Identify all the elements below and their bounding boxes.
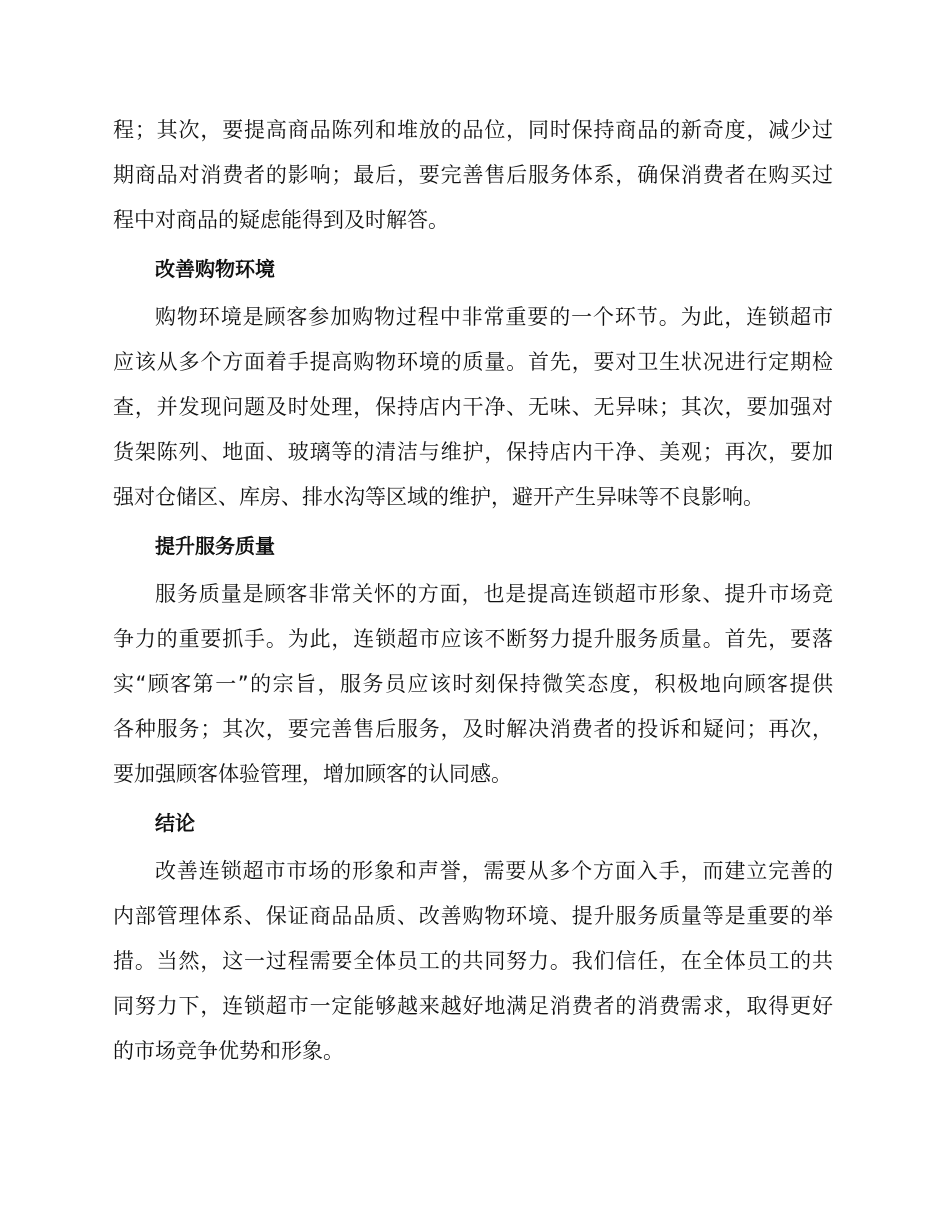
paragraph-line: 各种服务；其次，要完善售后服务，及时解决消费者的投诉和疑问；再次， (113, 717, 833, 741)
paragraph-line: 强对仓储区、库房、排水沟等区域的维护，避开产生异味等不良影响。 (113, 485, 764, 509)
section-conclusion (113, 801, 833, 1074)
paragraph-line: 要加强顾客体验管理，增加顾客的认同感。 (113, 762, 512, 786)
section-paragraph (113, 849, 833, 1074)
section-heading: 提升服务质量 (155, 534, 275, 558)
section-paragraph (113, 295, 833, 520)
section-heading: 结论 (155, 811, 195, 835)
paragraph-line: 服务质量是顾客非常关怀的方面，也是提高连锁超市形象、提升市场竞 (155, 582, 833, 606)
paragraph-line: 的市场竞争优势和形象。 (113, 1039, 344, 1063)
section-paragraph (113, 572, 833, 797)
section-heading: 改善购物环境 (155, 257, 275, 281)
paragraph-line: 措。当然，这一过程需要全体员工的共同努力。我们信任，在全体员工的共 (113, 949, 833, 973)
section-shopping-environment (113, 247, 833, 520)
paragraph-line: 改善连锁超市市场的形象和声誉，需要从多个方面入手，而建立完善的 (155, 859, 833, 883)
paragraph-line: 争力的重要抓手。为此，连锁超市应该不断努力提升服务质量。首先，要落 (113, 627, 833, 651)
paragraph-line: 期商品对消费者的影响；最后，要完善售后服务体系，确保消费者在购买过 (113, 163, 833, 187)
intro-paragraph (113, 108, 833, 243)
paragraph-line: 货架陈列、地面、玻璃等的清洁与维护，保持店内干净、美观；再次，要加 (113, 440, 833, 464)
document-page (113, 108, 833, 1077)
paragraph-line: 查，并发现问题及时处理，保持店内干净、无味、无异味；其次，要加强对 (113, 395, 833, 419)
paragraph-line: 购物环境是顾客参加购物过程中非常重要的一个环节。为此，连锁超市 (155, 305, 833, 329)
paragraph-line: 应该从多个方面着手提高购物环境的质量。首先，要对卫生状况进行定期检 (113, 350, 833, 374)
paragraph-line: 程；其次，要提高商品陈列和堆放的品位，同时保持商品的新奇度，减少过 (113, 118, 833, 142)
paragraph-line: 内部管理体系、保证商品品质、改善购物环境、提升服务质量等是重要的举 (113, 904, 833, 928)
paragraph-line: 程中对商品的疑虑能得到及时解答。 (113, 208, 449, 232)
paragraph-line: 同努力下，连锁超市一定能够越来越好地满足消费者的消费需求，取得更好 (113, 994, 833, 1018)
paragraph-line: 实“顾客第一”的宗旨，服务员应该时刻保持微笑态度，积极地向顾客提供 (113, 672, 833, 696)
section-service-quality (113, 524, 833, 797)
